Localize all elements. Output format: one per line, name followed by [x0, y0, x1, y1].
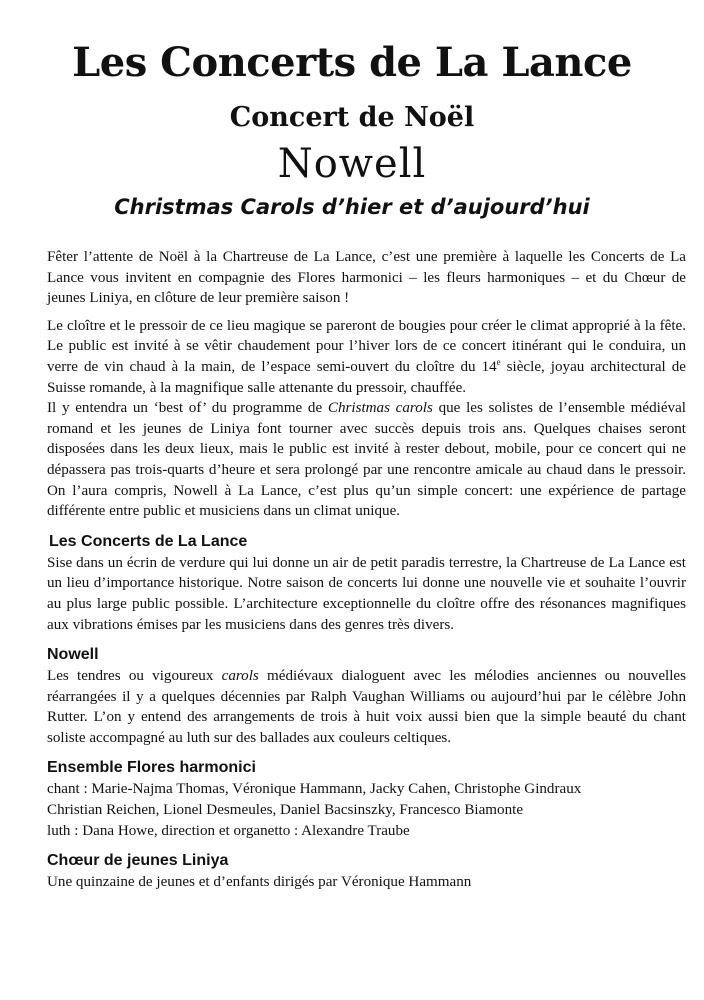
concert-subtitle: Concert de Noël	[229, 102, 475, 133]
intro-paragraph-1: Fêter l’attente de Noël à la Chartreuse de La Lance, c’est une première à laquelle les Concerts de La Lance vous invitent en compagnie des Flores harmonici – les fleurs harmoniques – et du Chœur de jeunes Liniya, en clôture de leur première saison !	[47, 249, 686, 307]
intro-paragraph-2-text: Le cloître et le pressoir de ce lieu magique se pareront de bougies pour créer le climat approprié à la fête. Le public est invité à se vêtir chaudement pour l’hiver lors de ce concert itinérant qui le conduira, un verre de vin chaud à la main, de l’espace semi-ouvert du cloître du 14	[47, 317, 686, 375]
intro-paragraph-3	[47, 398, 686, 522]
section-text-lance: Sise dans un écrin de verdure qui lui donne un air de petit paradis terrestre, la Chartreuse de La Lance est un lieu d’importance historique. Notre saison de concerts lui donne une nouvelle vie et souhaite l’ouvrir au plus large public possible. L’architecture exceptionnelle du cloître offre des résonances magnifiques aux vibrations émises par les musiciens dans des genres très divers.	[47, 554, 686, 633]
choir-text: Une quinzaine de jeunes et d’enfants dirigés par Véronique Hammann	[47, 874, 472, 891]
section-text-nowell-emphasis: carols	[221, 668, 259, 685]
section-heading-nowell: Nowell	[47, 646, 99, 664]
program-tagline: Christmas Carols d’hier et d’aujourd’hui	[114, 195, 590, 219]
document-body	[47, 247, 686, 893]
ensemble-line-3: luth : Dana Howe, direction et organetto : Alexandre Traube	[47, 822, 410, 839]
ensemble-line-2: Christian Reichen, Lionel Desmeules, Daniel Bacsinszky, Francesco Biamonte	[47, 802, 524, 819]
ensemble-line-1: chant : Marie-Najma Thomas, Véronique Hammann, Jacky Cahen, Christophe Gindraux	[47, 781, 582, 798]
section-text-nowell	[47, 666, 686, 748]
section-heading-lance: Les Concerts de La Lance	[49, 532, 248, 550]
section-text-nowell-end: médiévaux dialoguent avec les mélodies anciennes ou nouvelles réarrangées il y a quelques décennies par Ralph Vaughan Williams ou aujourd’hui par le célèbre John Rutter. L’on y entend des arrangements de trois à huit voix aussi bien que la simple beauté du chant soliste accompagné au luth sur des ballades aux couleurs celtiques.	[47, 668, 686, 746]
section-heading-choir: Chœur de jeunes Liniya	[47, 852, 229, 870]
century-superscript: e	[496, 356, 501, 367]
section-heading-ensemble: Ensemble Flores harmonici	[47, 759, 256, 777]
page-title: Les Concerts de La Lance	[72, 39, 632, 86]
intro-paragraph-2	[47, 316, 686, 398]
intro-paragraph-3-emphasis: Christmas carols	[327, 400, 433, 417]
intro-paragraph-2-text-end: siècle, joyau architectural de Suisse romande, à la magnifique salle attenante du pressoir, chauffée.	[47, 358, 686, 396]
intro-paragraph-3-text: Il y entendra un ‘best of’ du programme de	[47, 400, 328, 417]
program-title: Nowell	[277, 141, 427, 187]
intro-paragraph-3-text-end: que les solistes de l’ensemble médiéval romand et les jeunes de Liniya font tourner avec succès depuis trois ans. Quelques chaises seront disposées dans les deux lieux, mais le public est invité à rester debout, mobile, pour ce concert qui ne dépassera pas trois-quarts d’heure et sera prolongé par une rencontre amicale au chaud dans le pressoir. On l’aura compris, Nowell à La Lance, c’est plus qu’un simple concert: une expérience de partage différente entre public et musiciens dans un climat unique.	[47, 400, 686, 520]
section-text-nowell-start: Les tendres ou vigoureux	[47, 668, 222, 685]
